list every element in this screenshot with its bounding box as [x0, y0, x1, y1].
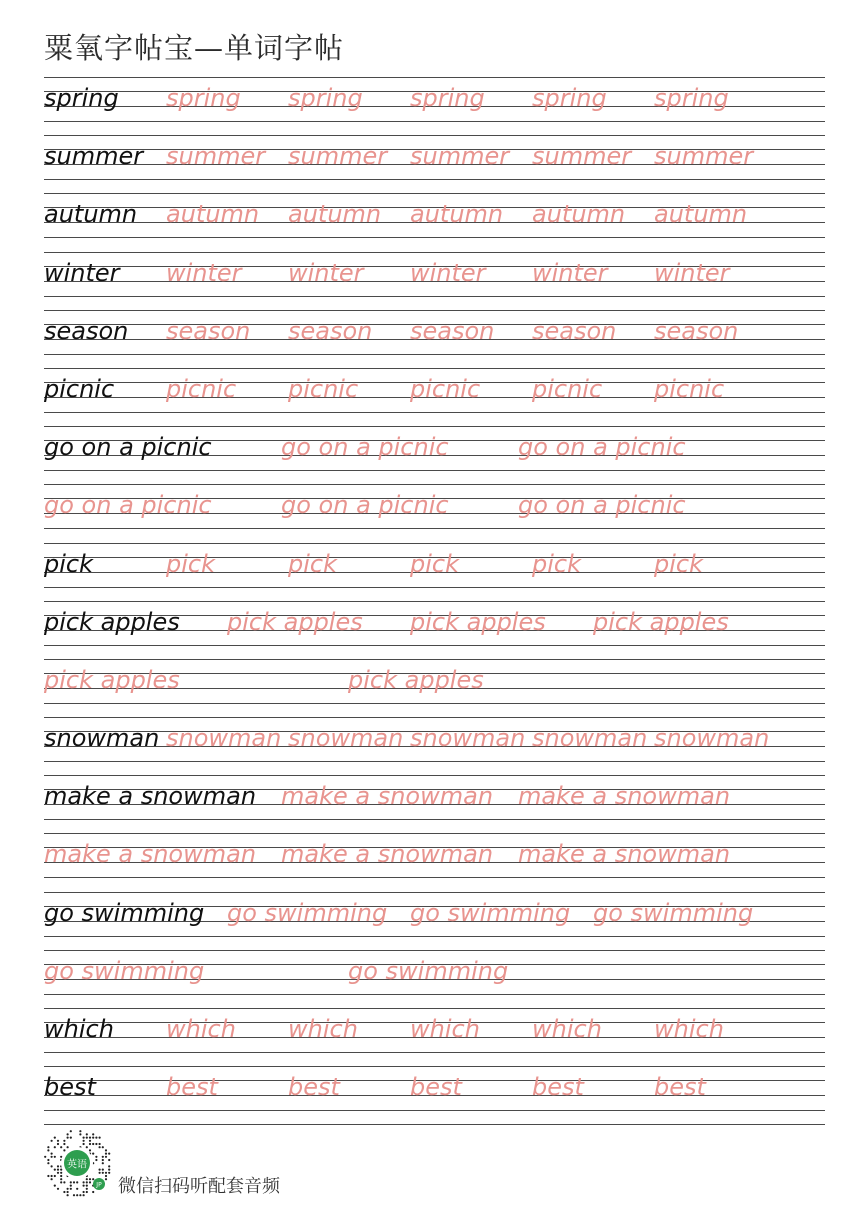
qr-dot: [67, 1133, 69, 1135]
qr-dot: [83, 1181, 85, 1183]
qr-dot: [102, 1162, 104, 1164]
qr-dot: [67, 1146, 69, 1148]
model-word: which: [44, 1015, 114, 1043]
qr-dot: [89, 1181, 91, 1183]
qr-dot: [51, 1156, 53, 1158]
trace-word: go swimming: [593, 898, 754, 927]
trace-word: summer: [654, 142, 754, 171]
qr-dot: [89, 1137, 91, 1139]
trace-word: go on a picnic: [281, 433, 449, 462]
guide-line: [44, 775, 825, 776]
trace-word: make a snowman: [281, 782, 494, 811]
guide-line: [44, 484, 825, 485]
qr-dot: [102, 1146, 104, 1148]
guide-line: [44, 936, 825, 937]
qr-dot: [108, 1159, 110, 1161]
qr-dot: [51, 1140, 53, 1142]
trace-word: spring: [288, 84, 363, 112]
qr-dot: [70, 1185, 72, 1187]
qr-dot: [92, 1178, 94, 1180]
trace-word: pick: [654, 549, 703, 578]
qr-dot: [57, 1165, 59, 1167]
trace-word: go on a picnic: [281, 491, 449, 520]
copybook-row: [44, 892, 825, 950]
trace-word: summer: [532, 142, 632, 171]
qr-dot: [83, 1140, 85, 1142]
qr-dot: [51, 1178, 53, 1180]
guide-line: [44, 528, 825, 529]
guide-line: [44, 470, 825, 471]
qr-dot: [54, 1146, 56, 1148]
qr-dot: [86, 1185, 88, 1187]
qr-dot: [47, 1149, 49, 1151]
model-word: pick apples: [44, 607, 180, 636]
copybook-row: [44, 775, 825, 833]
guide-line: [44, 1110, 825, 1111]
qr-dot: [73, 1181, 75, 1183]
guide-line: [44, 368, 825, 369]
qr-dot: [70, 1130, 72, 1132]
trace-word: autumn: [410, 200, 504, 229]
guide-line: [44, 354, 825, 355]
trace-word: pick apples: [593, 607, 729, 636]
guide-line: [44, 659, 825, 660]
qr-dot: [105, 1172, 107, 1174]
qr-dot: [60, 1146, 62, 1148]
qr-dot: [70, 1137, 72, 1139]
trace-word: go swimming: [348, 956, 509, 985]
trace-word: picnic: [410, 374, 481, 403]
qr-dot: [76, 1181, 78, 1183]
guide-line: [44, 819, 825, 820]
trace-word: go on a picnic: [518, 433, 686, 462]
copybook-row: [44, 950, 825, 1008]
guide-line: [44, 1008, 825, 1009]
copybook-row: [44, 659, 825, 717]
guide-line: [44, 950, 825, 951]
trace-word: make a snowman: [281, 840, 494, 869]
qr-dot: [63, 1149, 65, 1151]
qr-dot: [44, 1156, 46, 1158]
guide-line: [44, 1052, 825, 1053]
qr-dot: [47, 1162, 49, 1164]
trace-word: best: [654, 1073, 706, 1102]
qr-dot: [89, 1143, 91, 1145]
trace-word: season: [532, 316, 617, 345]
copybook-row: [44, 833, 825, 891]
qr-dot: [86, 1191, 88, 1193]
qr-dot: [86, 1181, 88, 1183]
qr-dot: [105, 1178, 107, 1180]
trace-word: winter: [288, 258, 364, 287]
qr-dot: [60, 1175, 62, 1177]
qr-dot: [57, 1172, 59, 1174]
qr-dot: [83, 1191, 85, 1193]
qr-dot: [86, 1188, 88, 1190]
guide-line: [44, 77, 825, 78]
guide-line: [44, 135, 825, 136]
guide-line: [44, 587, 825, 588]
qr-dot: [79, 1130, 81, 1132]
trace-word: go swimming: [227, 898, 388, 927]
trace-word: best: [532, 1073, 584, 1102]
trace-word: winter: [166, 258, 242, 287]
qr-dot: [79, 1133, 81, 1135]
qr-dot: [79, 1194, 81, 1196]
guide-line: [44, 892, 825, 893]
trace-word: spring: [410, 84, 485, 112]
qr-dot: [108, 1165, 110, 1167]
trace-word: make a snowman: [518, 782, 731, 811]
trace-word: pick: [166, 549, 215, 578]
qr-dot: [47, 1146, 49, 1148]
qr-dot: [95, 1156, 97, 1158]
qr-dot: [57, 1188, 59, 1190]
qr-dot: [70, 1181, 72, 1183]
model-word: autumn: [44, 200, 138, 229]
qr-dot: [83, 1137, 85, 1139]
trace-word: summer: [288, 142, 388, 171]
trace-word: pick apples: [227, 607, 363, 636]
qr-dot: [92, 1133, 94, 1135]
trace-word: which: [532, 1015, 602, 1043]
qr-dot: [60, 1169, 62, 1171]
trace-word: autumn: [166, 200, 260, 229]
qr-dot: [57, 1143, 59, 1145]
trace-word: pick apples: [348, 665, 484, 694]
model-word: best: [44, 1073, 96, 1102]
qr-dot: [86, 1137, 88, 1139]
qr-caption: 微信扫码听配套音频: [118, 1176, 280, 1197]
guide-line: [44, 237, 825, 238]
qr-dot: [60, 1172, 62, 1174]
model-word: winter: [44, 258, 120, 287]
qr-dot: [92, 1191, 94, 1193]
guide-line: [44, 121, 825, 122]
qr-dot: [102, 1156, 104, 1158]
model-word: snowman: [44, 724, 160, 753]
qr-dot: [54, 1185, 56, 1187]
guide-line: [44, 1124, 825, 1125]
qr-dot: [99, 1137, 101, 1139]
qr-dot: [83, 1194, 85, 1196]
trace-word: make a snowman: [44, 840, 257, 869]
qr-dot: [73, 1194, 75, 1196]
trace-word: winter: [654, 258, 730, 287]
model-word: make a snowman: [44, 782, 257, 811]
qr-dot: [60, 1178, 62, 1180]
trace-word: snowman: [166, 724, 282, 753]
qr-dot: [54, 1175, 56, 1177]
qr-dot: [95, 1143, 97, 1145]
guide-line: [44, 645, 825, 646]
qr-dot: [95, 1137, 97, 1139]
qr-dot: [63, 1181, 65, 1183]
copybook-row: [44, 484, 825, 542]
trace-word: autumn: [654, 200, 748, 229]
qr-dot: [51, 1175, 53, 1177]
copybook-grid: [44, 77, 825, 1125]
qr-dot: [67, 1137, 69, 1139]
qr-dot: [57, 1140, 59, 1142]
guide-line: [44, 994, 825, 995]
qr-code-image: [42, 1128, 112, 1198]
qr-dot: [63, 1140, 65, 1142]
qr-dot: [54, 1137, 56, 1139]
trace-word: pick: [288, 549, 337, 578]
qr-dot: [102, 1169, 104, 1171]
model-word: summer: [44, 142, 144, 171]
qr-dot: [47, 1159, 49, 1161]
trace-word: which: [166, 1015, 236, 1043]
trace-word: snowman: [288, 724, 404, 753]
qr-dot: [67, 1194, 69, 1196]
trace-word: which: [654, 1015, 724, 1043]
trace-word: summer: [410, 142, 510, 171]
trace-word: snowman: [410, 724, 526, 753]
guide-line: [44, 252, 825, 253]
qr-dot: [105, 1175, 107, 1177]
trace-word: picnic: [654, 374, 725, 403]
qr-dot: [83, 1185, 85, 1187]
copybook-row: [44, 368, 825, 426]
model-word: season: [44, 316, 129, 345]
trace-word: winter: [532, 258, 608, 287]
trace-word: snowman: [654, 724, 770, 753]
trace-word: go swimming: [410, 898, 571, 927]
model-word: pick: [44, 549, 93, 578]
guide-line: [44, 601, 825, 602]
qr-center-label: 英语: [67, 1159, 87, 1171]
qr-dot: [67, 1191, 69, 1193]
trace-word: pick: [532, 549, 581, 578]
copybook-row: [44, 601, 825, 659]
trace-word: best: [166, 1073, 218, 1102]
trace-word: picnic: [532, 374, 603, 403]
guide-line: [44, 193, 825, 194]
copybook-row: [44, 310, 825, 368]
model-word: go swimming: [44, 898, 205, 927]
qr-dot: [105, 1156, 107, 1158]
page-title: 粟氧字帖宝—单词字帖: [44, 31, 345, 65]
trace-word: best: [410, 1073, 462, 1102]
trace-word: which: [410, 1015, 480, 1043]
qr-dot: [54, 1169, 56, 1171]
qr-badge-label: JP: [96, 1181, 102, 1189]
qr-dot: [99, 1169, 101, 1171]
qr-dot: [60, 1181, 62, 1183]
qr-dot: [92, 1143, 94, 1145]
qr-dot: [89, 1149, 91, 1151]
trace-word: autumn: [532, 200, 626, 229]
guide-line: [44, 543, 825, 544]
guide-line: [44, 179, 825, 180]
guide-line: [44, 761, 825, 762]
qr-dot: [76, 1194, 78, 1196]
guide-line: [44, 877, 825, 878]
trace-word: season: [166, 316, 251, 345]
qr-dot: [83, 1143, 85, 1145]
qr-dot: [51, 1165, 53, 1167]
qr-dot: [86, 1146, 88, 1148]
trace-word: summer: [166, 142, 266, 171]
qr-dot: [47, 1175, 49, 1177]
copybook-row: [44, 193, 825, 251]
qr-dot: [105, 1149, 107, 1151]
qr-dot: [89, 1140, 91, 1142]
trace-word: pick apples: [44, 665, 180, 694]
copybook-row: [44, 135, 825, 193]
guide-line: [44, 833, 825, 834]
trace-word: pick: [410, 549, 459, 578]
qr-dot: [89, 1178, 91, 1180]
trace-word: winter: [410, 258, 486, 287]
trace-word: picnic: [166, 374, 237, 403]
qr-dot: [63, 1143, 65, 1145]
trace-word: season: [654, 316, 739, 345]
qr-dot: [63, 1191, 65, 1193]
qr-dot: [99, 1146, 101, 1148]
model-word: go on a picnic: [44, 433, 212, 462]
qr-dot: [102, 1172, 104, 1174]
copybook-row: [44, 1066, 825, 1124]
guide-line: [44, 717, 825, 718]
trace-word: snowman: [532, 724, 648, 753]
qr-dot: [95, 1159, 97, 1161]
qr-dot: [54, 1156, 56, 1158]
trace-word: season: [410, 316, 495, 345]
qr-dot: [108, 1169, 110, 1171]
qr-dot: [70, 1188, 72, 1190]
qr-dot: [67, 1188, 69, 1190]
guide-line: [44, 296, 825, 297]
copybook-row: [44, 426, 825, 484]
guide-line: [44, 426, 825, 427]
copybook-row: [44, 77, 825, 135]
qr-code: [42, 1128, 112, 1198]
trace-word: autumn: [288, 200, 382, 229]
copybook-row: [44, 717, 825, 775]
qr-dot: [108, 1172, 110, 1174]
qr-dot: [92, 1137, 94, 1139]
trace-word: picnic: [288, 374, 359, 403]
guide-line: [44, 703, 825, 704]
model-word: spring: [44, 84, 119, 112]
qr-dot: [108, 1153, 110, 1155]
qr-dot: [51, 1153, 53, 1155]
copybook-row: [44, 252, 825, 310]
trace-word: go on a picnic: [518, 491, 686, 520]
guide-line: [44, 310, 825, 311]
qr-dot: [92, 1153, 94, 1155]
guide-line: [44, 1066, 825, 1067]
qr-dot: [105, 1153, 107, 1155]
trace-word: spring: [654, 84, 729, 112]
qr-dot: [99, 1172, 101, 1174]
trace-word: spring: [166, 84, 241, 112]
qr-dot: [102, 1159, 104, 1161]
trace-word: best: [288, 1073, 340, 1102]
trace-word: go on a picnic: [44, 491, 212, 520]
trace-word: pick apples: [410, 607, 546, 636]
qr-dot: [99, 1143, 101, 1145]
qr-dot: [76, 1188, 78, 1190]
trace-word: make a snowman: [518, 840, 731, 869]
copybook-row: [44, 1008, 825, 1066]
qr-dot: [86, 1133, 88, 1135]
trace-word: which: [288, 1015, 358, 1043]
trace-word: season: [288, 316, 373, 345]
guide-line: [44, 412, 825, 413]
trace-word: go swimming: [44, 956, 205, 985]
qr-dot: [57, 1169, 59, 1171]
model-word: picnic: [44, 374, 115, 403]
trace-word: spring: [532, 84, 607, 112]
copybook-row: [44, 543, 825, 601]
qr-dot: [86, 1178, 88, 1180]
